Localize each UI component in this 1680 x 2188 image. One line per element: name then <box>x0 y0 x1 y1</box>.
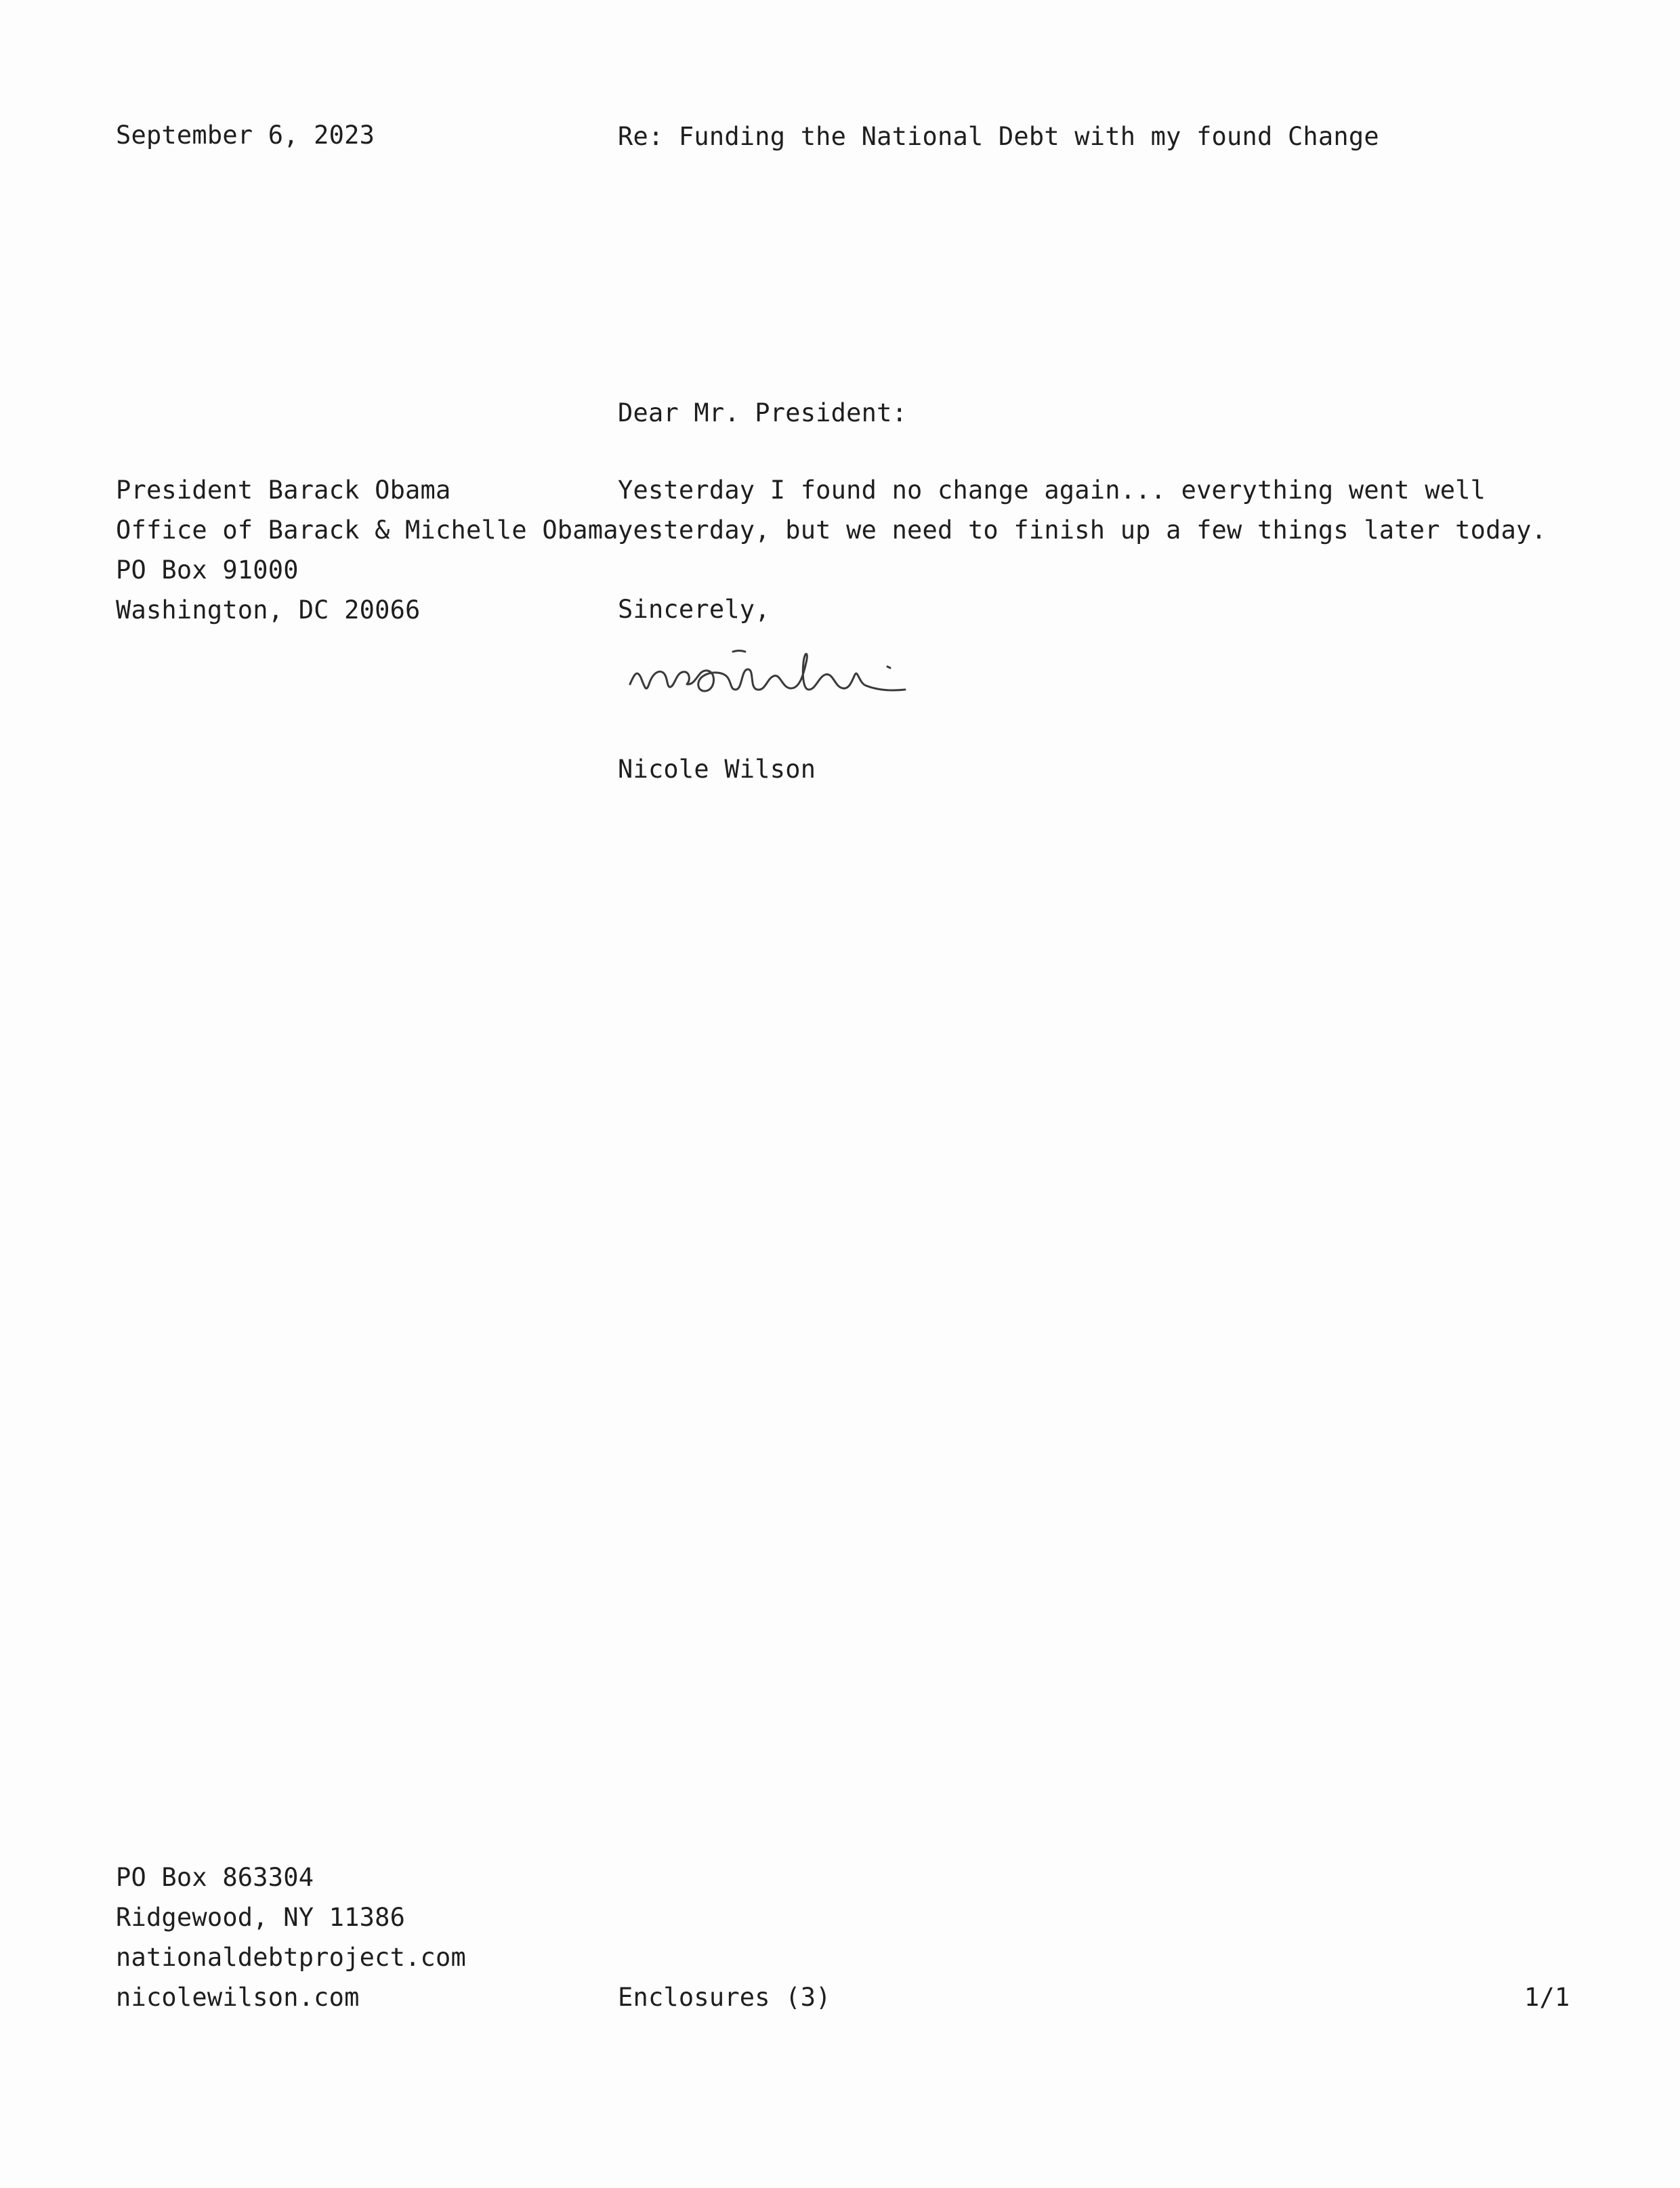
salutation: Dear Mr. President: <box>618 398 908 427</box>
signature-name: Nicole Wilson <box>618 755 816 784</box>
recipient-line: Washington, DC 20066 <box>116 595 421 625</box>
letter-subject: Re: Funding the National Debt with my found Change <box>618 122 1379 151</box>
sender-line: nationaldebtproject.com <box>116 1943 466 1972</box>
body-line: yesterday, but we need to finish up a few things later today. <box>618 516 1547 545</box>
enclosures: Enclosures (3) <box>618 1983 831 2012</box>
recipient-line: Office of Barack & Michelle Obama <box>116 516 618 545</box>
recipient-line: PO Box 91000 <box>116 555 299 585</box>
page-number: 1/1 <box>1524 1983 1570 2012</box>
sender-line: Ridgewood, NY 11386 <box>116 1903 406 1932</box>
recipient-line: President Barack Obama <box>116 476 451 505</box>
closing: Sincerely, <box>618 595 770 624</box>
sender-line: PO Box 863304 <box>116 1863 314 1892</box>
body-line: Yesterday I found no change again... everything went well <box>618 476 1486 505</box>
handwritten-signature <box>622 642 961 717</box>
sender-line: nicolewilson.com <box>116 1983 360 2012</box>
letter-date: September 6, 2023 <box>116 121 375 150</box>
